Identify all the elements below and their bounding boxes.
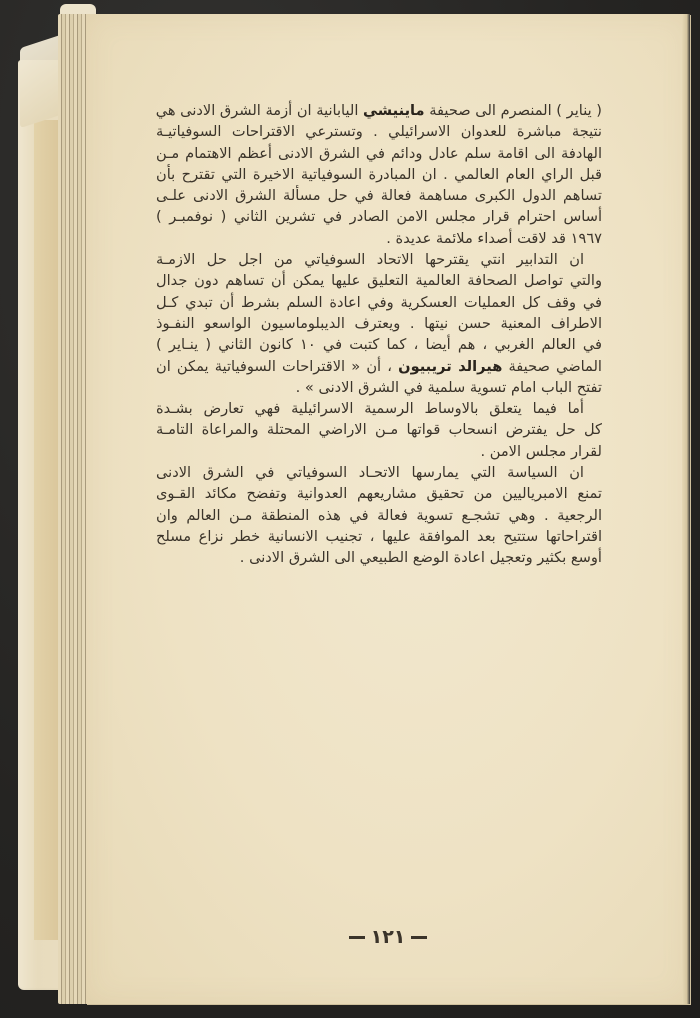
text-segment: أوسع بكثير وتعجيل اعادة الوضع الطبيعي الى الشرق الادنى . <box>239 549 602 567</box>
text-line <box>156 313 602 334</box>
stacked-page-edges <box>58 14 88 1004</box>
newspaper-name: هيرالد تريبيون <box>398 357 503 375</box>
text-segment: ان التدابير انتي يقترحها الاتحاد السوفياتي من اجل حل الازمـة <box>156 251 584 269</box>
page-number-dash-left <box>411 936 427 939</box>
text-line <box>156 228 602 249</box>
page-number-value: ١٢١ <box>370 926 406 948</box>
book-page <box>86 14 690 1004</box>
text-segment: ، أن « الاقتراحات السوفياتية يمكن ان <box>156 357 399 375</box>
body-text <box>156 100 602 569</box>
text-line <box>156 483 602 504</box>
text-segment: أما فيما يتعلق بالاوساط الرسمية الاسرائيلية فهي تعارض بشـدة <box>156 400 584 418</box>
text-segment: اليابانية ان أزمة الشرق الادنى هي <box>155 102 364 119</box>
text-line <box>156 419 602 440</box>
text-line <box>156 334 602 355</box>
newspaper-name: ماينيشي <box>363 102 425 119</box>
text-line <box>156 292 602 313</box>
text-line <box>156 441 602 462</box>
page-number <box>86 926 690 948</box>
text-segment: أساس احترام قرار مجلس الامن الصادر في تشرين الثاني ( نوفمبـر ) <box>156 208 602 226</box>
text-segment: والتي تواصل الصحافة العالمية التعليق عليها يمكن أن تساهم دون جدال <box>156 272 602 290</box>
text-line <box>156 270 602 291</box>
text-line <box>156 206 602 227</box>
text-segment: تساهم الدول الكبرى مساهمة فعالة في حل مسألة الشرق الادنى علـى <box>156 187 602 205</box>
text-line <box>156 164 602 185</box>
text-line <box>156 398 602 419</box>
text-segment: ١٩٦٧ قد لاقت أصداء ملائمة عديدة . <box>386 229 602 247</box>
text-line <box>156 526 602 547</box>
text-line <box>156 356 602 377</box>
text-segment: لقرار مجلس الامن . <box>480 442 602 460</box>
text-segment: تفتح الباب امام تسوية سلمية في الشرق الادنى » . <box>295 378 602 396</box>
text-line <box>156 547 602 568</box>
paragraph <box>156 462 602 568</box>
text-line <box>156 185 602 206</box>
text-line <box>156 377 602 398</box>
text-segment: ان السياسة التي يمارسها الاتحـاد السوفياتي في الشرق الادنى <box>156 464 584 482</box>
text-line <box>156 121 602 142</box>
text-line <box>156 249 602 270</box>
text-segment: قبل الراي العام العالمي . ان المبادرة السوفياتية الاخيرة التي تقترح بأن <box>156 165 602 183</box>
text-segment: نتيجة مباشرة للعدوان الاسرائيلي . وتسترعي الاقتراحات السوفياتيـة <box>156 123 602 141</box>
paragraph <box>156 398 602 462</box>
text-line <box>156 505 602 526</box>
text-segment: كل حل يفترض انسحاب قواتها مـن الاراضي المحتلة والمراعاة التامـة <box>156 421 602 439</box>
text-segment: ( يناير ) المنصرم الى صحيفة <box>424 102 602 119</box>
text-segment: في وقف كل العمليات العسكرية وفي اعادة السلم بشرط أن تبدي كـل <box>156 293 602 311</box>
text-line <box>156 100 602 121</box>
text-segment: اقتراحاتها ستتيح بعد الموافقة عليها ، تجنيب الانسانية خطر نزاع مسلح <box>156 527 602 545</box>
text-segment: الرجعية . وهي تشجـع تسوية فعالة في هذه المنطقة مـن العالم وان <box>156 506 602 524</box>
text-segment: تمنع الامبرياليين من تحقيق مشاريعهم العدوانية وتفضح مكائد القـوى <box>156 485 602 503</box>
paragraph <box>156 249 602 398</box>
page-gutter-edge <box>682 14 690 1004</box>
text-line <box>156 462 602 483</box>
text-segment: الهادفة الى اقامة سلم عادل ودائم في الشرق الادنى أعظم الاهتمام مـن <box>156 144 602 162</box>
text-line <box>156 143 602 164</box>
text-segment: الاطراف المعنية حسن نيتها . ويعترف الديبلوماسيون الواسعو النفـوذ <box>156 314 602 332</box>
page-number-dash-right <box>349 936 365 939</box>
paragraph <box>156 100 602 249</box>
text-segment: الماضي صحيفة <box>502 357 602 375</box>
text-segment: في العالم الغربي ، هم أيضا ، كما كتبت في ١٠ كانون الثاني ( ينـاير ) <box>156 336 602 354</box>
